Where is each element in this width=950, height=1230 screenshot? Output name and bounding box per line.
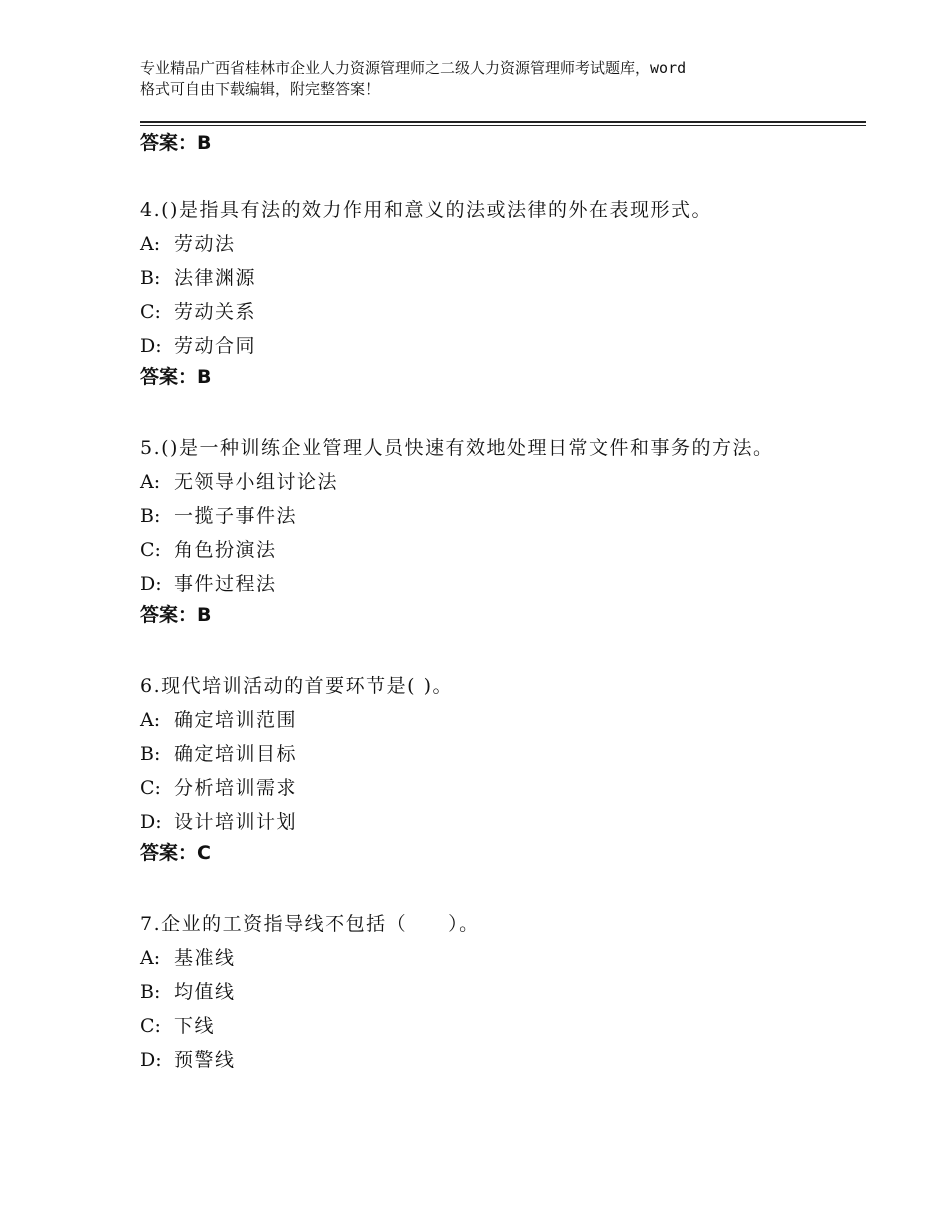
question-text: 现代培训活动的首要环节是( )。 [161,675,454,697]
document-body [140,129,860,1077]
option-c [140,771,860,805]
option-letter: B: [140,505,161,527]
option-text: 下线 [174,1015,216,1037]
option-c [140,295,860,329]
option-letter: A: [140,947,161,969]
option-letter: C: [140,1015,161,1037]
option-letter: B: [140,981,161,1003]
option-c [140,533,860,567]
option-letter: D: [140,1049,162,1071]
option-text: 劳动关系 [174,301,257,323]
question-text: ()是指具有法的效力作用和意义的法或法律的外在表现形式。 [161,199,712,221]
option-a [140,227,860,261]
header-line-2: 格式可自由下载编辑，附完整答案！ [140,80,381,98]
option-a [140,703,860,737]
option-d [140,805,860,839]
question-text: 企业的工资指导线不包括（ ）。 [161,913,480,935]
option-text: 均值线 [174,981,236,1003]
option-text: 设计培训计划 [174,811,298,833]
question-number: 4. [140,199,162,221]
option-letter: D: [140,811,162,833]
document-header [140,58,840,100]
option-text: 劳动法 [174,233,236,255]
question-5 [140,431,790,465]
option-letter: A: [140,233,161,255]
header-rule-thin [140,125,866,126]
option-text: 角色扮演法 [174,539,277,561]
question-6 [140,669,790,703]
option-text: 确定培训目标 [174,743,298,765]
option-text: 事件过程法 [174,573,277,595]
question-7 [140,907,790,941]
header-line-1: 专业精品广西省桂林市企业人力资源管理师之二级人力资源管理师考试题库，word [140,59,687,77]
option-letter: B: [140,267,161,289]
option-text: 基准线 [174,947,236,969]
option-letter: A: [140,471,161,493]
option-c [140,1009,860,1043]
option-letter: B: [140,743,161,765]
question-4 [140,193,790,227]
answer-line-q5: 答案：B [140,604,212,626]
option-text: 法律渊源 [174,267,257,289]
option-letter: C: [140,301,161,323]
option-letter: A: [140,709,161,731]
answer-line-q6: 答案：C [140,842,211,864]
option-d [140,567,860,601]
option-text: 确定培训范围 [174,709,298,731]
option-letter: C: [140,539,161,561]
option-b [140,499,860,533]
option-text: 无领导小组讨论法 [174,471,339,493]
question-number: 7. [140,913,162,935]
option-a [140,941,860,975]
question-number: 5. [140,437,162,459]
option-letter: C: [140,777,161,799]
option-text: 预警线 [174,1049,236,1071]
option-b [140,975,860,1009]
option-text: 一揽子事件法 [174,505,298,527]
option-b [140,737,860,771]
question-text: ()是一种训练企业管理人员快速有效地处理日常文件和事务的方法。 [161,437,774,459]
option-text: 劳动合同 [174,335,257,357]
header-rule-thick [140,121,866,123]
option-letter: D: [140,573,162,595]
option-b [140,261,860,295]
option-d [140,1043,860,1077]
option-a [140,465,860,499]
option-text: 分析培训需求 [174,777,298,799]
option-letter: D: [140,335,162,357]
answer-line-q3: 答案：B [140,132,212,154]
question-number: 6. [140,675,162,697]
option-d [140,329,860,363]
answer-line-q4: 答案：B [140,366,212,388]
